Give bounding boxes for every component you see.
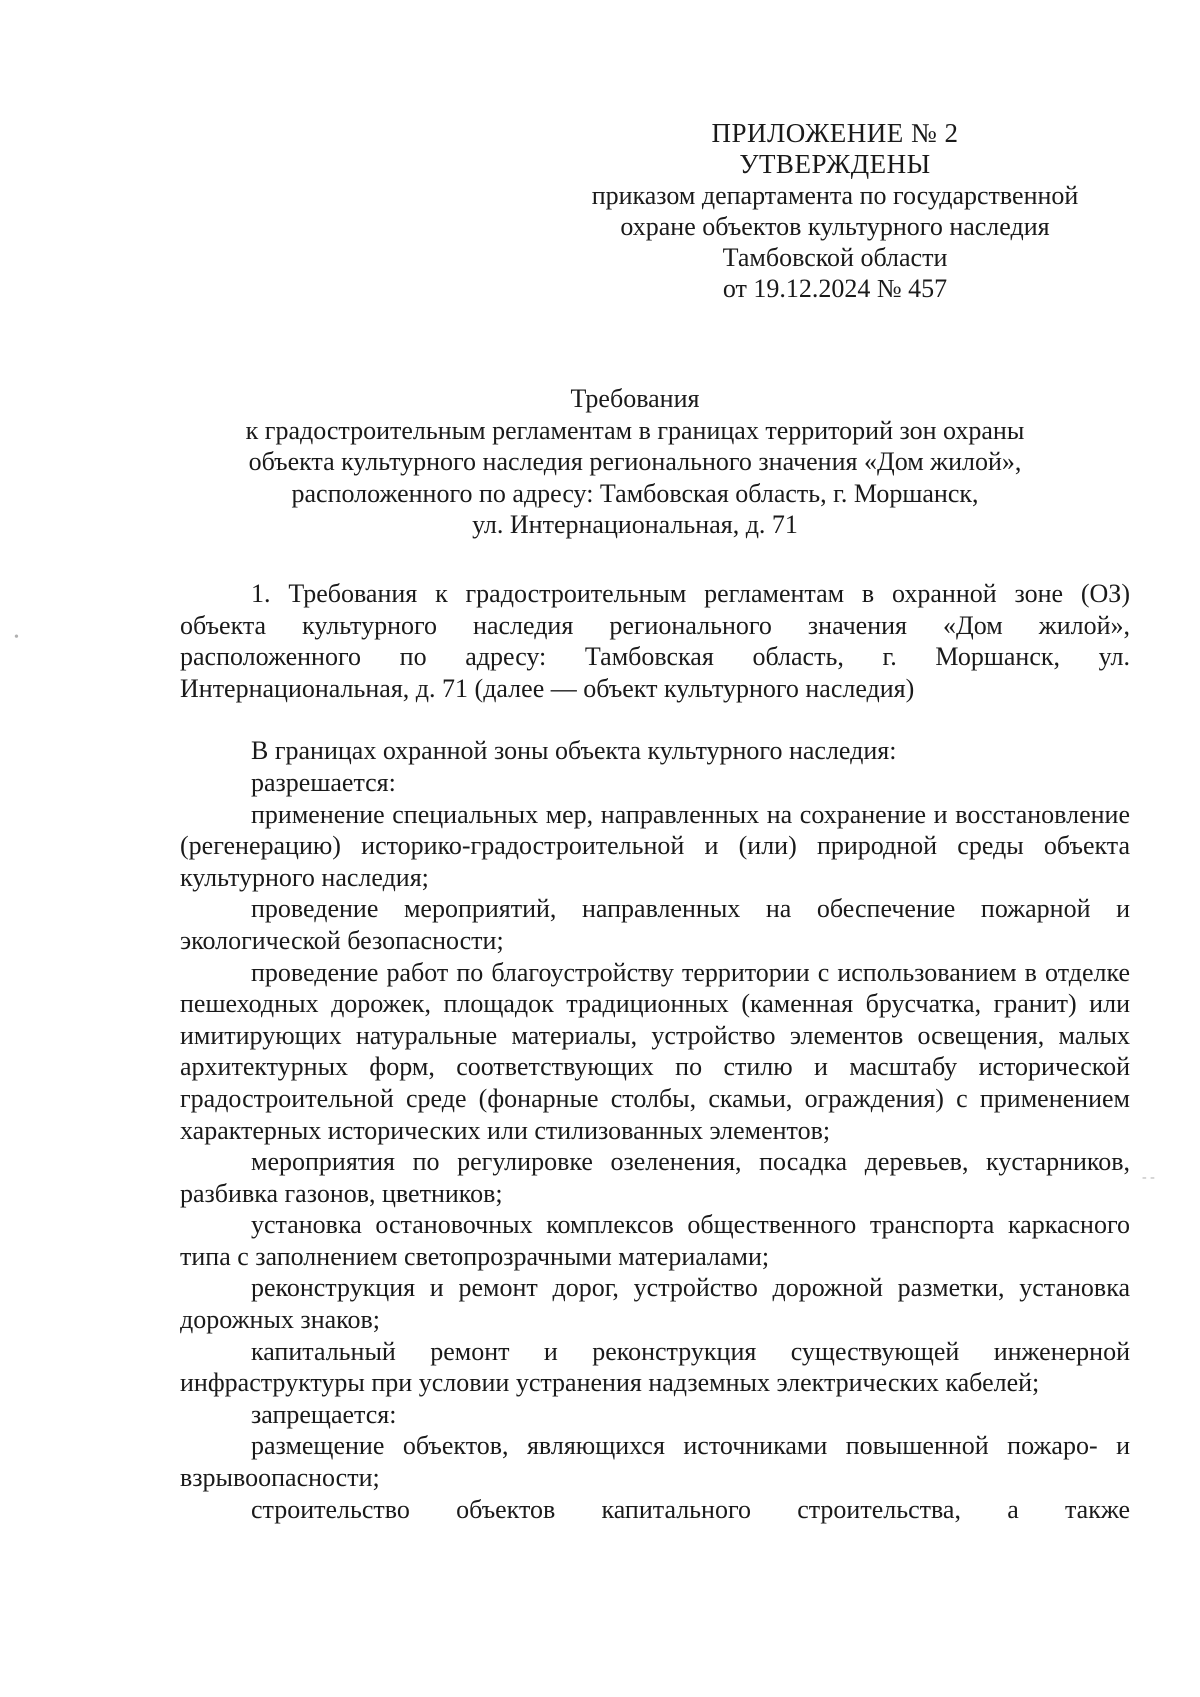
allowed-label: разрешается: (251, 767, 396, 797)
document-body (180, 578, 1130, 1525)
approval-block (575, 118, 1095, 304)
title-line-5: ул. Интернациональная, д. 71 (472, 510, 798, 539)
appendix-number: ПРИЛОЖЕНИЕ № 2 (711, 118, 959, 148)
allowed-item: реконструкция и ремонт дорог, устройство дорожной разметки, установка дорожных знаков; (180, 1273, 1130, 1335)
intro-paragraph: В границах охранной зоны объекта культурного наследия: (251, 736, 897, 766)
allowed-item: капитальный ремонт и реконструкция существующей инженерной инфраструктуры при условии устранения надземных электрических кабелей; (180, 1336, 1130, 1398)
section-1-paragraph: 1. Требования к градостроительным регламентам в охранной зоне (ОЗ) объекта культурного наследия регионального значения «Дом жилой», расположенного по адресу: Тамбовская область, г. Моршанск, ул. Интернациональная, д. 71 (далее — объект культурного наследия) (180, 579, 1130, 703)
approval-region-line: Тамбовской области (722, 243, 948, 272)
scan-speck: - - (1142, 1170, 1155, 1185)
title-line-4: расположенного по адресу: Тамбовская область, г. Моршанск, (291, 478, 979, 508)
forbidden-item: размещение объектов, являющихся источниками повышенной пожаро- и взрывоопасности; (180, 1431, 1130, 1493)
document-title (180, 383, 1090, 541)
forbidden-label: запрещается: (251, 1399, 397, 1429)
forbidden-item: строительство объектов капитального строительства, а также (251, 1494, 1130, 1524)
allowed-item: установка остановочных комплексов общественного транспорта каркасного типа с заполнением светопрозрачными материалами; (180, 1210, 1130, 1271)
allowed-item: мероприятия по регулировке озеленения, посадка деревьев, кустарников, разбивка газонов, цветников; (180, 1147, 1130, 1208)
approved-heading: УТВЕРЖДЕНЫ (739, 149, 931, 179)
title-line-3: объекта культурного наследия регионального значения «Дом жилой», (248, 447, 1022, 476)
approval-department-line: охране объектов культурного наследия (620, 212, 1050, 241)
title-line-2: к градостроительным регламентам в границах территорий зон охраны (245, 415, 1025, 445)
approval-order-line: приказом департамента по государственной (591, 181, 1079, 210)
title-line-1: Требования (570, 384, 700, 413)
scan-speck: • (14, 630, 19, 645)
allowed-item: применение специальных мер, направленных на сохранение и восстановление (регенерацию) историко-градостроительной и (или) природной среды объекта культурного наследия; (180, 799, 1130, 892)
allowed-item: проведение мероприятий, направленных на обеспечение пожарной и экологической безопасности; (180, 894, 1130, 955)
allowed-item: проведение работ по благоустройству территории с использованием в отделке пешеходных дорожек, площадок традиционных (каменная брусчатка, гранит) или имитирующих натуральные материалы, устройство элементов освещения, малых архитектурных форм, соответствующих по стилю и масштабу исторической градостроительной среде (фонарные столбы, скамьи, ограждения) с применением характерных исторических или стилизованных элементов; (180, 957, 1130, 1145)
approval-date-number: от 19.12.2024 № 457 (722, 274, 948, 303)
